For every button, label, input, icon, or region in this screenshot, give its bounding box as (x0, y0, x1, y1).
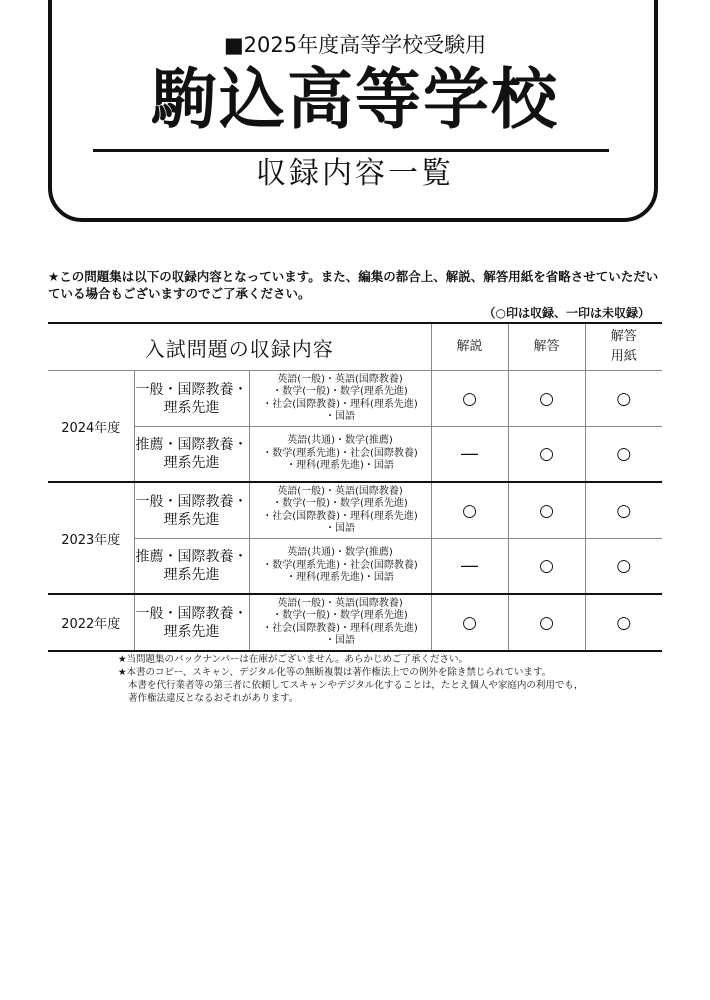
answers-mark: ○ (508, 371, 585, 427)
subjects-cell: 英語(一般)・英語(国際教養) ・数学(一般)・数学(理系先進) ・社会(国際教養)・理科(理系先進) ・国語 (249, 371, 431, 427)
explanation-header: 解説 (431, 323, 508, 371)
footnote-line: ★当問題集のバックナンバーは在庫がございません。あらかじめご了承ください。 (118, 654, 468, 665)
table-header-row (48, 323, 662, 371)
explanation-mark: ○ (431, 482, 508, 539)
footnote-line: 著作権法違反となるおそれがあります。 (128, 693, 299, 704)
exam-year-label: ■2025年度高等学校受験用 (223, 33, 487, 57)
answer-sheet-mark: ○ (585, 371, 662, 427)
contents-title: 収録内容一覧 (256, 156, 454, 191)
answers-mark: ○ (508, 427, 585, 483)
table-row (48, 482, 662, 539)
main-header: 入試問題の収録内容 (48, 323, 431, 371)
footnotes (118, 653, 678, 705)
contents-table (48, 322, 662, 652)
subjects-cell: 英語(共通)・数学(推薦) ・数学(理系先進)・社会(国際教養) ・理科(理系先進)・国語 (249, 427, 431, 483)
school-name: 駒込高等学校 (151, 61, 559, 138)
explanation-mark: ○ (431, 594, 508, 651)
answers-mark: ○ (508, 594, 585, 651)
table-row (48, 427, 662, 483)
explanation-mark: ― (431, 539, 508, 595)
answer-sheet-header: 解答 用紙 (585, 323, 662, 371)
table-row (48, 594, 662, 651)
division-cell: 一般・国際教養・ 理系先進 (134, 594, 249, 651)
legend-note: （○印は収録、一印は未収録） (483, 306, 650, 320)
subjects-cell: 英語(一般)・英語(国際教養) ・数学(一般)・数学(理系先進) ・社会(国際教養)・理科(理系先進) ・国語 (249, 594, 431, 651)
subjects-cell: 英語(共通)・数学(推薦) ・数学(理系先進)・社会(国際教養) ・理科(理系先進)・国語 (249, 539, 431, 595)
answers-header: 解答 (508, 323, 585, 371)
footnote-line: ★本書のコピー、スキャン、デジタル化等の無断複製は著作権法上での例外を除き禁じられています。 (118, 667, 552, 678)
division-cell: 一般・国際教養・ 理系先進 (134, 371, 249, 427)
explanation-mark: ○ (431, 371, 508, 427)
answers-mark: ○ (508, 482, 585, 539)
table-row (48, 539, 662, 595)
division-cell: 推薦・国際教養・ 理系先進 (134, 539, 249, 595)
answer-sheet-mark: ○ (585, 539, 662, 595)
intro-note: ★この問題集は以下の収録内容となっています。また、編集の都合上、解説、解答用紙を省略させていただいている場合もございますのでご了承ください。 (48, 269, 659, 301)
division-cell: 推薦・国際教養・ 理系先進 (134, 427, 249, 483)
division-cell: 一般・国際教養・ 理系先進 (134, 482, 249, 539)
footnote-line: 本書を代行業者等の第三者に依頼してスキャンやデジタル化することは，たとえ個人や家庭内の利用でも， (128, 680, 584, 691)
year-cell: 2022年度 (48, 594, 134, 651)
year-cell: 2024年度 (48, 371, 134, 483)
table-row (48, 371, 662, 427)
explanation-mark: ― (431, 427, 508, 483)
answer-sheet-mark: ○ (585, 427, 662, 483)
answers-mark: ○ (508, 539, 585, 595)
subjects-cell: 英語(一般)・英語(国際教養) ・数学(一般)・数学(理系先進) ・社会(国際教養)・理科(理系先進) ・国語 (249, 482, 431, 539)
answer-sheet-mark: ○ (585, 482, 662, 539)
answer-sheet-mark: ○ (585, 594, 662, 651)
year-cell: 2023年度 (48, 482, 134, 594)
title-divider (93, 149, 609, 152)
